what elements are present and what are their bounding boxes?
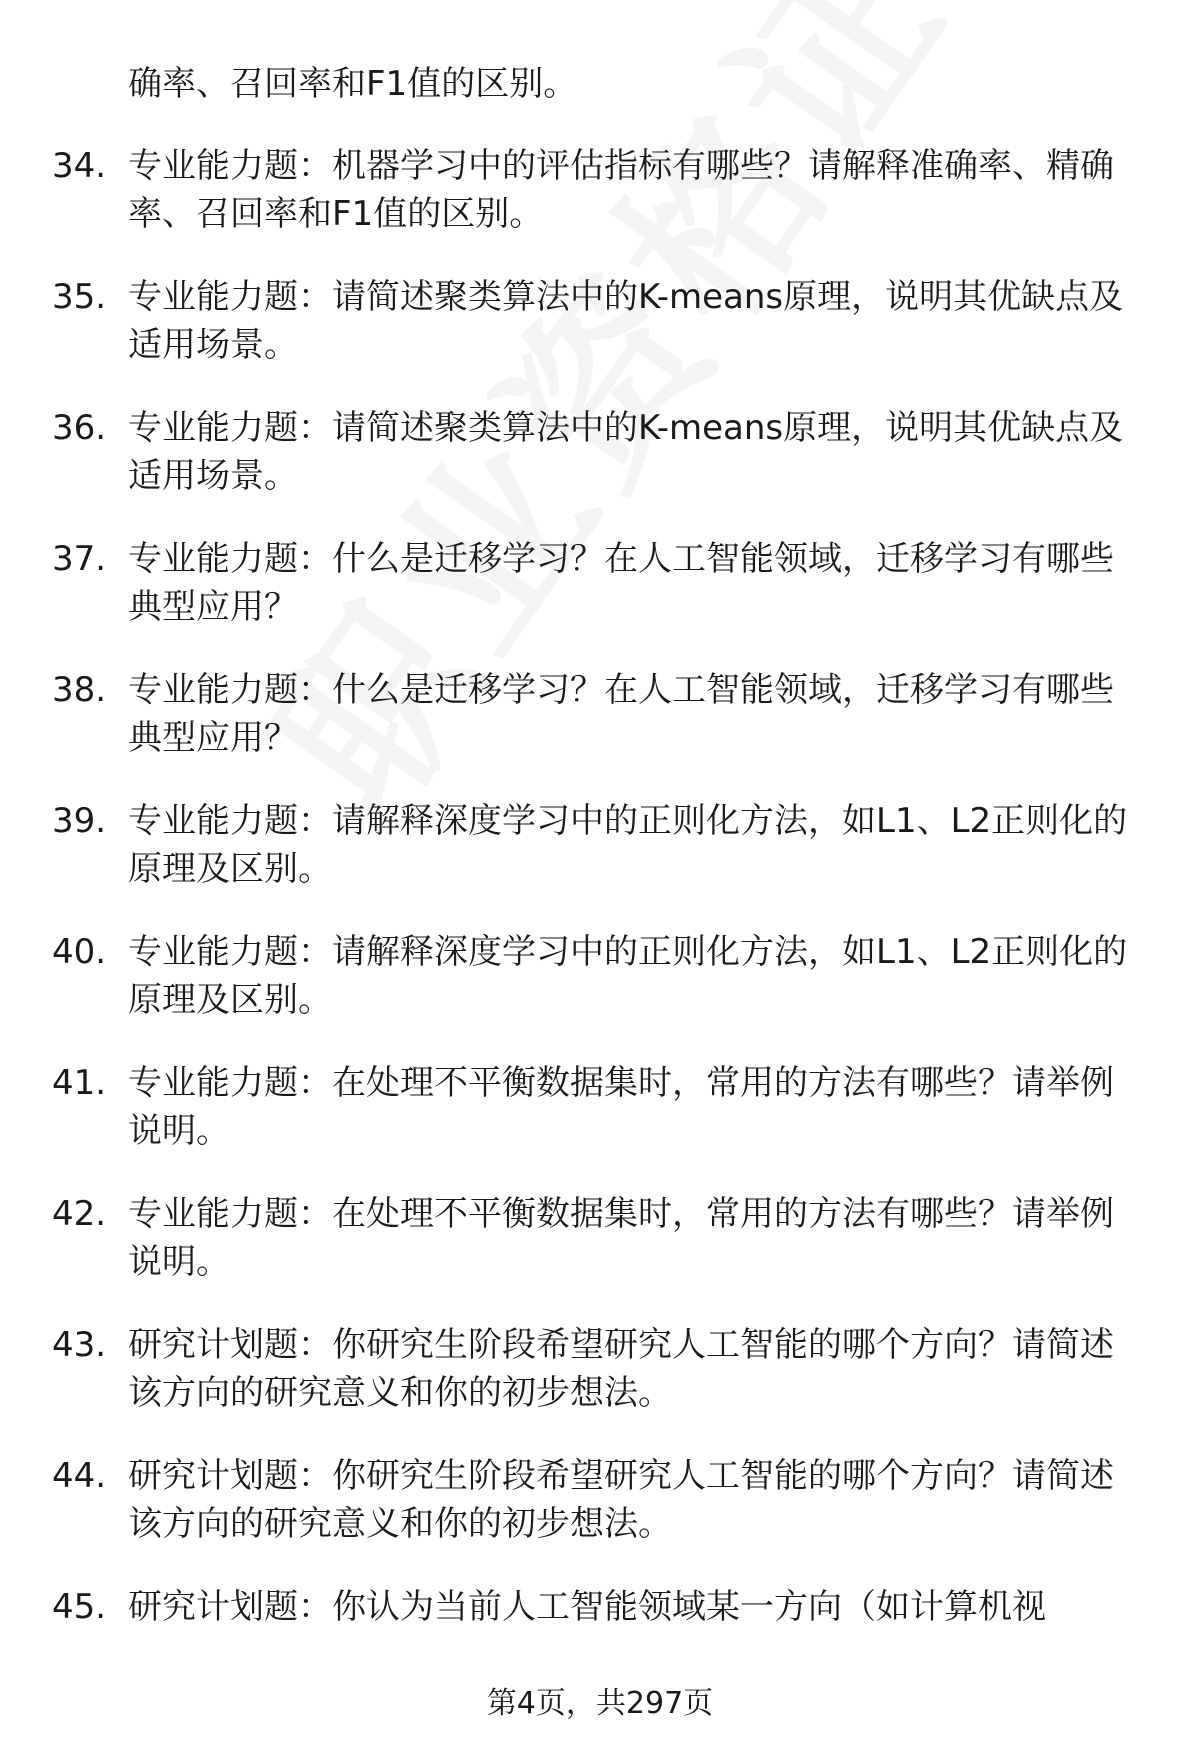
question-number: 36. [52, 408, 107, 448]
question-item [0, 535, 1200, 666]
question-item [0, 928, 1200, 1059]
question-text: 专业能力题：请解释深度学习中的正则化方法，如L1、L2正则化的原理及区别。 [128, 932, 1128, 1020]
question-number: 43. [52, 1325, 107, 1365]
question-text: 专业能力题：什么是迁移学习？在人工智能领域，迁移学习有哪些典型应用？ [128, 539, 1114, 627]
question-item [0, 404, 1200, 535]
question-text: 专业能力题：请解释深度学习中的正则化方法，如L1、L2正则化的原理及区别。 [128, 801, 1128, 889]
page-footer: 第4页，共297页 [486, 1686, 714, 1721]
question-text: 专业能力题：在处理不平衡数据集时，常用的方法有哪些？请举例说明。 [128, 1063, 1114, 1151]
question-text: 专业能力题：请简述聚类算法中的K-means原理，说明其优缺点及适用场景。 [128, 408, 1124, 496]
question-text: 专业能力题：什么是迁移学习？在人工智能领域，迁移学习有哪些典型应用？ [128, 670, 1114, 758]
question-item [0, 1321, 1200, 1452]
question-text: 研究计划题：你研究生阶段希望研究人工智能的哪个方向？请简述该方向的研究意义和你的初步想法。 [128, 1325, 1114, 1413]
question-item [0, 1190, 1200, 1321]
question-item [0, 1059, 1200, 1190]
question-number: 39. [52, 801, 107, 841]
question-number: 35. [52, 277, 107, 317]
continuation-text: 确率、召回率和F1值的区别。 [128, 64, 578, 104]
question-number: 34. [52, 146, 107, 186]
question-text: 研究计划题：你认为当前人工智能领域某一方向（如计算机视 [128, 1587, 1046, 1627]
question-item [0, 666, 1200, 797]
question-item [0, 1452, 1200, 1583]
question-number: 41. [52, 1063, 107, 1103]
question-number: 44. [52, 1456, 107, 1496]
question-item [0, 142, 1200, 273]
question-number: 37. [52, 539, 107, 579]
question-list [0, 142, 1200, 1714]
question-number: 40. [52, 932, 107, 972]
question-item [0, 797, 1200, 928]
question-number: 38. [52, 670, 107, 710]
question-text: 专业能力题：请简述聚类算法中的K-means原理，说明其优缺点及适用场景。 [128, 277, 1124, 365]
question-text: 专业能力题：机器学习中的评估指标有哪些？请解释准确率、精确率、召回率和F1值的区别。 [128, 146, 1114, 234]
question-number: 45. [52, 1587, 107, 1627]
question-text: 研究计划题：你研究生阶段希望研究人工智能的哪个方向？请简述该方向的研究意义和你的初步想法。 [128, 1456, 1114, 1544]
question-number: 42. [52, 1194, 107, 1234]
question-item [0, 273, 1200, 404]
question-text: 专业能力题：在处理不平衡数据集时，常用的方法有哪些？请举例说明。 [128, 1194, 1114, 1282]
